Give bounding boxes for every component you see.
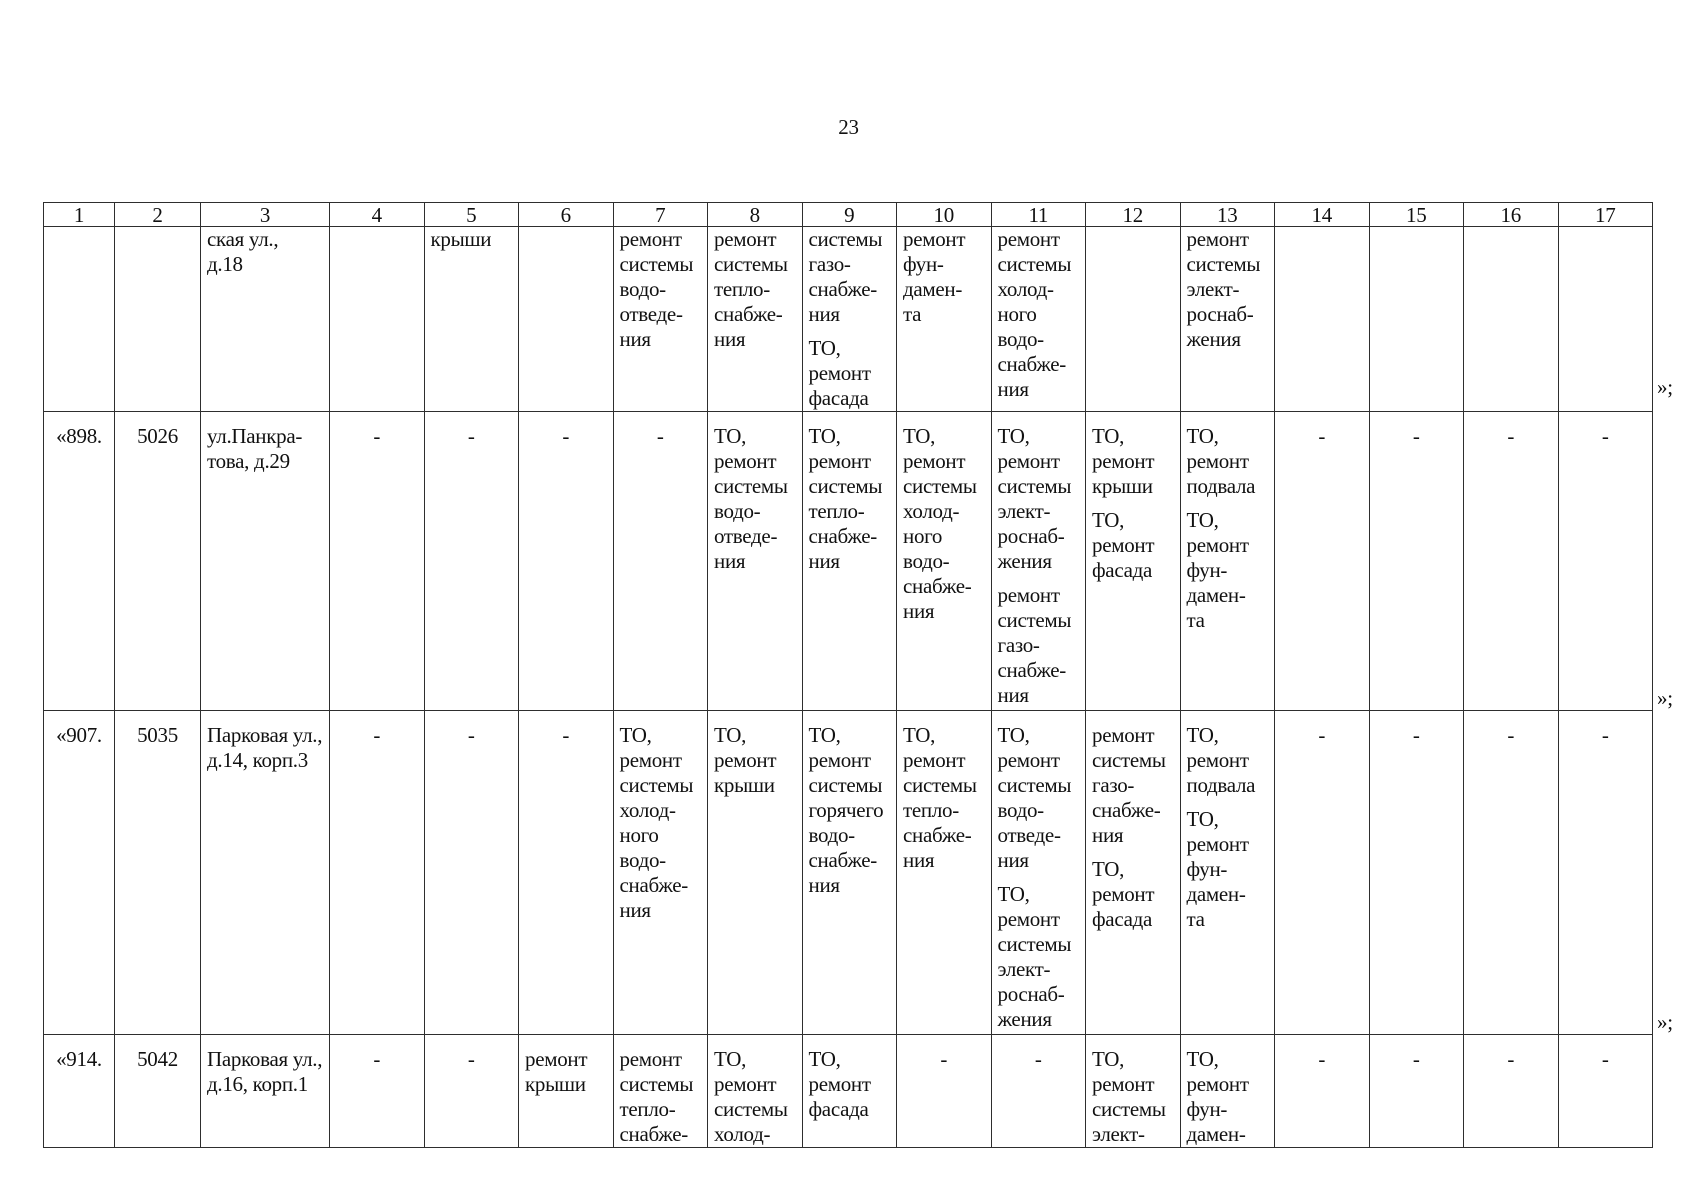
cell-text: Парковая ул., д.16, корп.1 xyxy=(207,1047,323,1096)
cell-text: - xyxy=(1318,424,1326,448)
table-cell xyxy=(330,711,425,1035)
cell-text: - xyxy=(1318,723,1326,747)
cell-text: ТО, ремонт фасада xyxy=(1092,508,1155,582)
cell-text: - xyxy=(373,1047,381,1071)
cell-text: - xyxy=(1601,424,1609,448)
table-cell xyxy=(1558,711,1653,1035)
row-number-cell xyxy=(44,1035,115,1148)
table-cell xyxy=(1180,1035,1275,1148)
code-cell xyxy=(115,412,201,711)
table-cell xyxy=(1464,412,1559,711)
cell-text: ТО, ремонт фасада xyxy=(808,336,871,410)
cell-text: - xyxy=(467,723,475,747)
table-cell xyxy=(802,227,897,412)
table-body xyxy=(44,227,1693,1148)
table-cell xyxy=(519,711,614,1035)
row-number-cell xyxy=(44,412,115,711)
table-cell xyxy=(1086,227,1181,412)
table-cell xyxy=(1086,412,1181,711)
row-end-cell xyxy=(1653,711,1693,1035)
cell-text: - xyxy=(1412,723,1420,747)
table-cell xyxy=(1464,711,1559,1035)
column-number-header: 10 xyxy=(897,203,992,227)
page-number: 23 xyxy=(838,115,859,139)
table-cell xyxy=(802,1035,897,1148)
cell-text: 5026 xyxy=(137,424,178,448)
cell-text: - xyxy=(467,424,475,448)
row-end-cell xyxy=(1653,1035,1693,1148)
cell-text: - xyxy=(1412,424,1420,448)
column-number-header: 14 xyxy=(1275,203,1370,227)
table-cell xyxy=(424,227,519,412)
closing-quote-mark: »; xyxy=(1657,1009,1673,1034)
cell-text: ТО, ремонт фун- дамен- xyxy=(1186,1047,1249,1146)
cell-text: - xyxy=(562,723,570,747)
table-cell xyxy=(424,1035,519,1148)
table-row xyxy=(44,227,1693,412)
cell-text: «898. xyxy=(56,424,102,448)
cell-text: ремонт системы тепло- снабже- xyxy=(619,1047,694,1146)
column-number-header: 12 xyxy=(1086,203,1181,227)
table-cell xyxy=(519,412,614,711)
row-number-cell xyxy=(44,227,115,412)
cell-text: - xyxy=(1507,723,1515,747)
table-cell xyxy=(708,711,803,1035)
cell-text: ул.Панкра- това, д.29 xyxy=(207,424,303,473)
table-cell xyxy=(1275,1035,1370,1148)
cell-text: ТО, ремонт крыши xyxy=(1092,424,1155,498)
address-cell xyxy=(201,412,330,711)
row-end-cell xyxy=(1653,227,1693,412)
cell-text: - xyxy=(940,1047,948,1071)
header-spacer xyxy=(1653,203,1693,227)
column-number-header: 8 xyxy=(708,203,803,227)
table-cell xyxy=(424,711,519,1035)
code-cell xyxy=(115,711,201,1035)
cell-text: ская ул., д.18 xyxy=(207,227,279,276)
table-cell xyxy=(613,227,708,412)
table-cell xyxy=(1086,1035,1181,1148)
cell-text: - xyxy=(562,424,570,448)
cell-text: ТО, ремонт фасада xyxy=(808,1047,871,1121)
column-number-header: 3 xyxy=(201,203,330,227)
table-cell xyxy=(424,412,519,711)
table-row xyxy=(44,711,1693,1035)
column-number-header: 13 xyxy=(1180,203,1275,227)
table-cell xyxy=(519,227,614,412)
cell-text: - xyxy=(1412,1047,1420,1071)
cell-text: - xyxy=(1601,723,1609,747)
cell-text: ремонт системы газо- снабже- ния xyxy=(1092,723,1166,847)
closing-quote-mark: »; xyxy=(1657,374,1673,399)
works-table xyxy=(43,202,1693,1148)
column-number-header: 5 xyxy=(424,203,519,227)
table-cell xyxy=(802,412,897,711)
cell-text: ТО, ремонт системы горячего водо- снабже- ния xyxy=(808,723,884,897)
cell-text: системы газо- снабже- ния xyxy=(808,227,883,326)
cell-text: ТО, ремонт системы водо- отведе- ния xyxy=(714,424,788,573)
cell-text: Парковая ул., д.14, корп.3 xyxy=(207,723,323,772)
column-number-header: 1 xyxy=(44,203,115,227)
table-cell xyxy=(330,412,425,711)
table-cell xyxy=(1275,227,1370,412)
column-number-header: 7 xyxy=(613,203,708,227)
cell-text: ремонт системы газо- снабже- ния xyxy=(997,583,1072,707)
table-cell xyxy=(1369,412,1464,711)
cell-text: - xyxy=(1601,1047,1609,1071)
cell-text: ТО, ремонт системы элект- xyxy=(1092,1047,1166,1146)
column-numbers-row xyxy=(44,203,1693,227)
cell-text: - xyxy=(373,723,381,747)
cell-text: ремонт крыши xyxy=(525,1047,588,1096)
table-cell xyxy=(708,227,803,412)
cell-text: ремонт фун- дамен- та xyxy=(903,227,966,326)
table-cell xyxy=(1464,227,1559,412)
cell-text: - xyxy=(1507,424,1515,448)
table-cell xyxy=(1369,711,1464,1035)
column-number-header: 4 xyxy=(330,203,425,227)
column-number-header: 15 xyxy=(1369,203,1464,227)
table-cell xyxy=(1180,711,1275,1035)
table-cell xyxy=(330,227,425,412)
table-cell xyxy=(897,412,992,711)
table-cell xyxy=(613,1035,708,1148)
table-header xyxy=(44,203,1693,227)
cell-text: ТО, ремонт системы тепло- снабже- ния xyxy=(808,424,883,573)
table-cell xyxy=(802,711,897,1035)
table-cell xyxy=(897,711,992,1035)
table-cell xyxy=(519,1035,614,1148)
table-cell xyxy=(1180,227,1275,412)
column-number-header: 9 xyxy=(802,203,897,227)
address-cell xyxy=(201,1035,330,1148)
cell-text: - xyxy=(656,424,664,448)
row-number-cell xyxy=(44,711,115,1035)
table-row xyxy=(44,412,1693,711)
cell-text: - xyxy=(1507,1047,1515,1071)
row-end-cell xyxy=(1653,412,1693,711)
cell-text: ТО, ремонт системы холод- xyxy=(714,1047,788,1146)
address-cell xyxy=(201,227,330,412)
cell-text: 5035 xyxy=(137,723,178,747)
cell-text: ТО, ремонт фасада xyxy=(1092,857,1155,931)
cell-text: - xyxy=(467,1047,475,1071)
cell-text: - xyxy=(373,424,381,448)
table-cell xyxy=(613,711,708,1035)
code-cell xyxy=(115,227,201,412)
column-number-header: 16 xyxy=(1464,203,1559,227)
column-number-header: 6 xyxy=(519,203,614,227)
cell-text: ремонт системы тепло- снабже- ния xyxy=(714,227,788,351)
column-number-header: 2 xyxy=(115,203,201,227)
table-cell xyxy=(991,412,1086,711)
cell-text: ТО, ремонт системы холод- ного водо- снабже- ния xyxy=(619,723,694,922)
cell-text: ТО, ремонт системы элект- роснаб- жения xyxy=(997,882,1072,1031)
cell-text: «907. xyxy=(56,723,102,747)
cell-text: ТО, ремонт системы холод- ного водо- снабже- ния xyxy=(903,424,977,623)
table-cell xyxy=(1558,1035,1653,1148)
cell-text: ТО, ремонт фун- дамен- та xyxy=(1186,807,1249,931)
cell-text: ремонт системы холод- ного водо- снабже- ния xyxy=(997,227,1072,401)
cell-text: ТО, ремонт системы элект- роснаб- жения xyxy=(997,424,1072,573)
table-cell xyxy=(897,1035,992,1148)
table-cell xyxy=(991,1035,1086,1148)
cell-text: ТО, ремонт подвала xyxy=(1186,723,1256,797)
cell-text: ТО, ремонт подвала xyxy=(1186,424,1256,498)
table-cell xyxy=(991,711,1086,1035)
cell-text: ремонт системы элект- роснаб- жения xyxy=(1186,227,1261,351)
code-cell xyxy=(115,1035,201,1148)
table-cell xyxy=(1275,412,1370,711)
table-cell xyxy=(708,1035,803,1148)
cell-text: ТО, ремонт фун- дамен- та xyxy=(1186,508,1249,632)
cell-text: 5042 xyxy=(137,1047,178,1071)
table-cell xyxy=(1369,227,1464,412)
table-cell xyxy=(1558,412,1653,711)
table-cell xyxy=(1464,1035,1559,1148)
table-cell xyxy=(1275,711,1370,1035)
table-cell xyxy=(991,227,1086,412)
table-cell xyxy=(897,227,992,412)
table-cell xyxy=(330,1035,425,1148)
table-cell xyxy=(708,412,803,711)
cell-text: ТО, ремонт системы тепло- снабже- ния xyxy=(903,723,977,872)
cell-text: крыши xyxy=(430,227,492,251)
cell-text: «914. xyxy=(56,1047,102,1071)
table-cell xyxy=(1086,711,1181,1035)
column-number-header: 17 xyxy=(1558,203,1653,227)
closing-quote-mark: »; xyxy=(1657,685,1673,710)
column-number-header: 11 xyxy=(991,203,1086,227)
cell-text: ремонт системы водо- отведе- ния xyxy=(619,227,694,351)
cell-text: ТО, ремонт системы водо- отведе- ния xyxy=(997,723,1072,872)
cell-text: - xyxy=(1034,1047,1042,1071)
table-row xyxy=(44,1035,1693,1148)
cell-text: ТО, ремонт крыши xyxy=(714,723,777,797)
table-cell xyxy=(613,412,708,711)
table-cell xyxy=(1180,412,1275,711)
table-cell xyxy=(1369,1035,1464,1148)
table-cell xyxy=(1558,227,1653,412)
address-cell xyxy=(201,711,330,1035)
cell-text: - xyxy=(1318,1047,1326,1071)
